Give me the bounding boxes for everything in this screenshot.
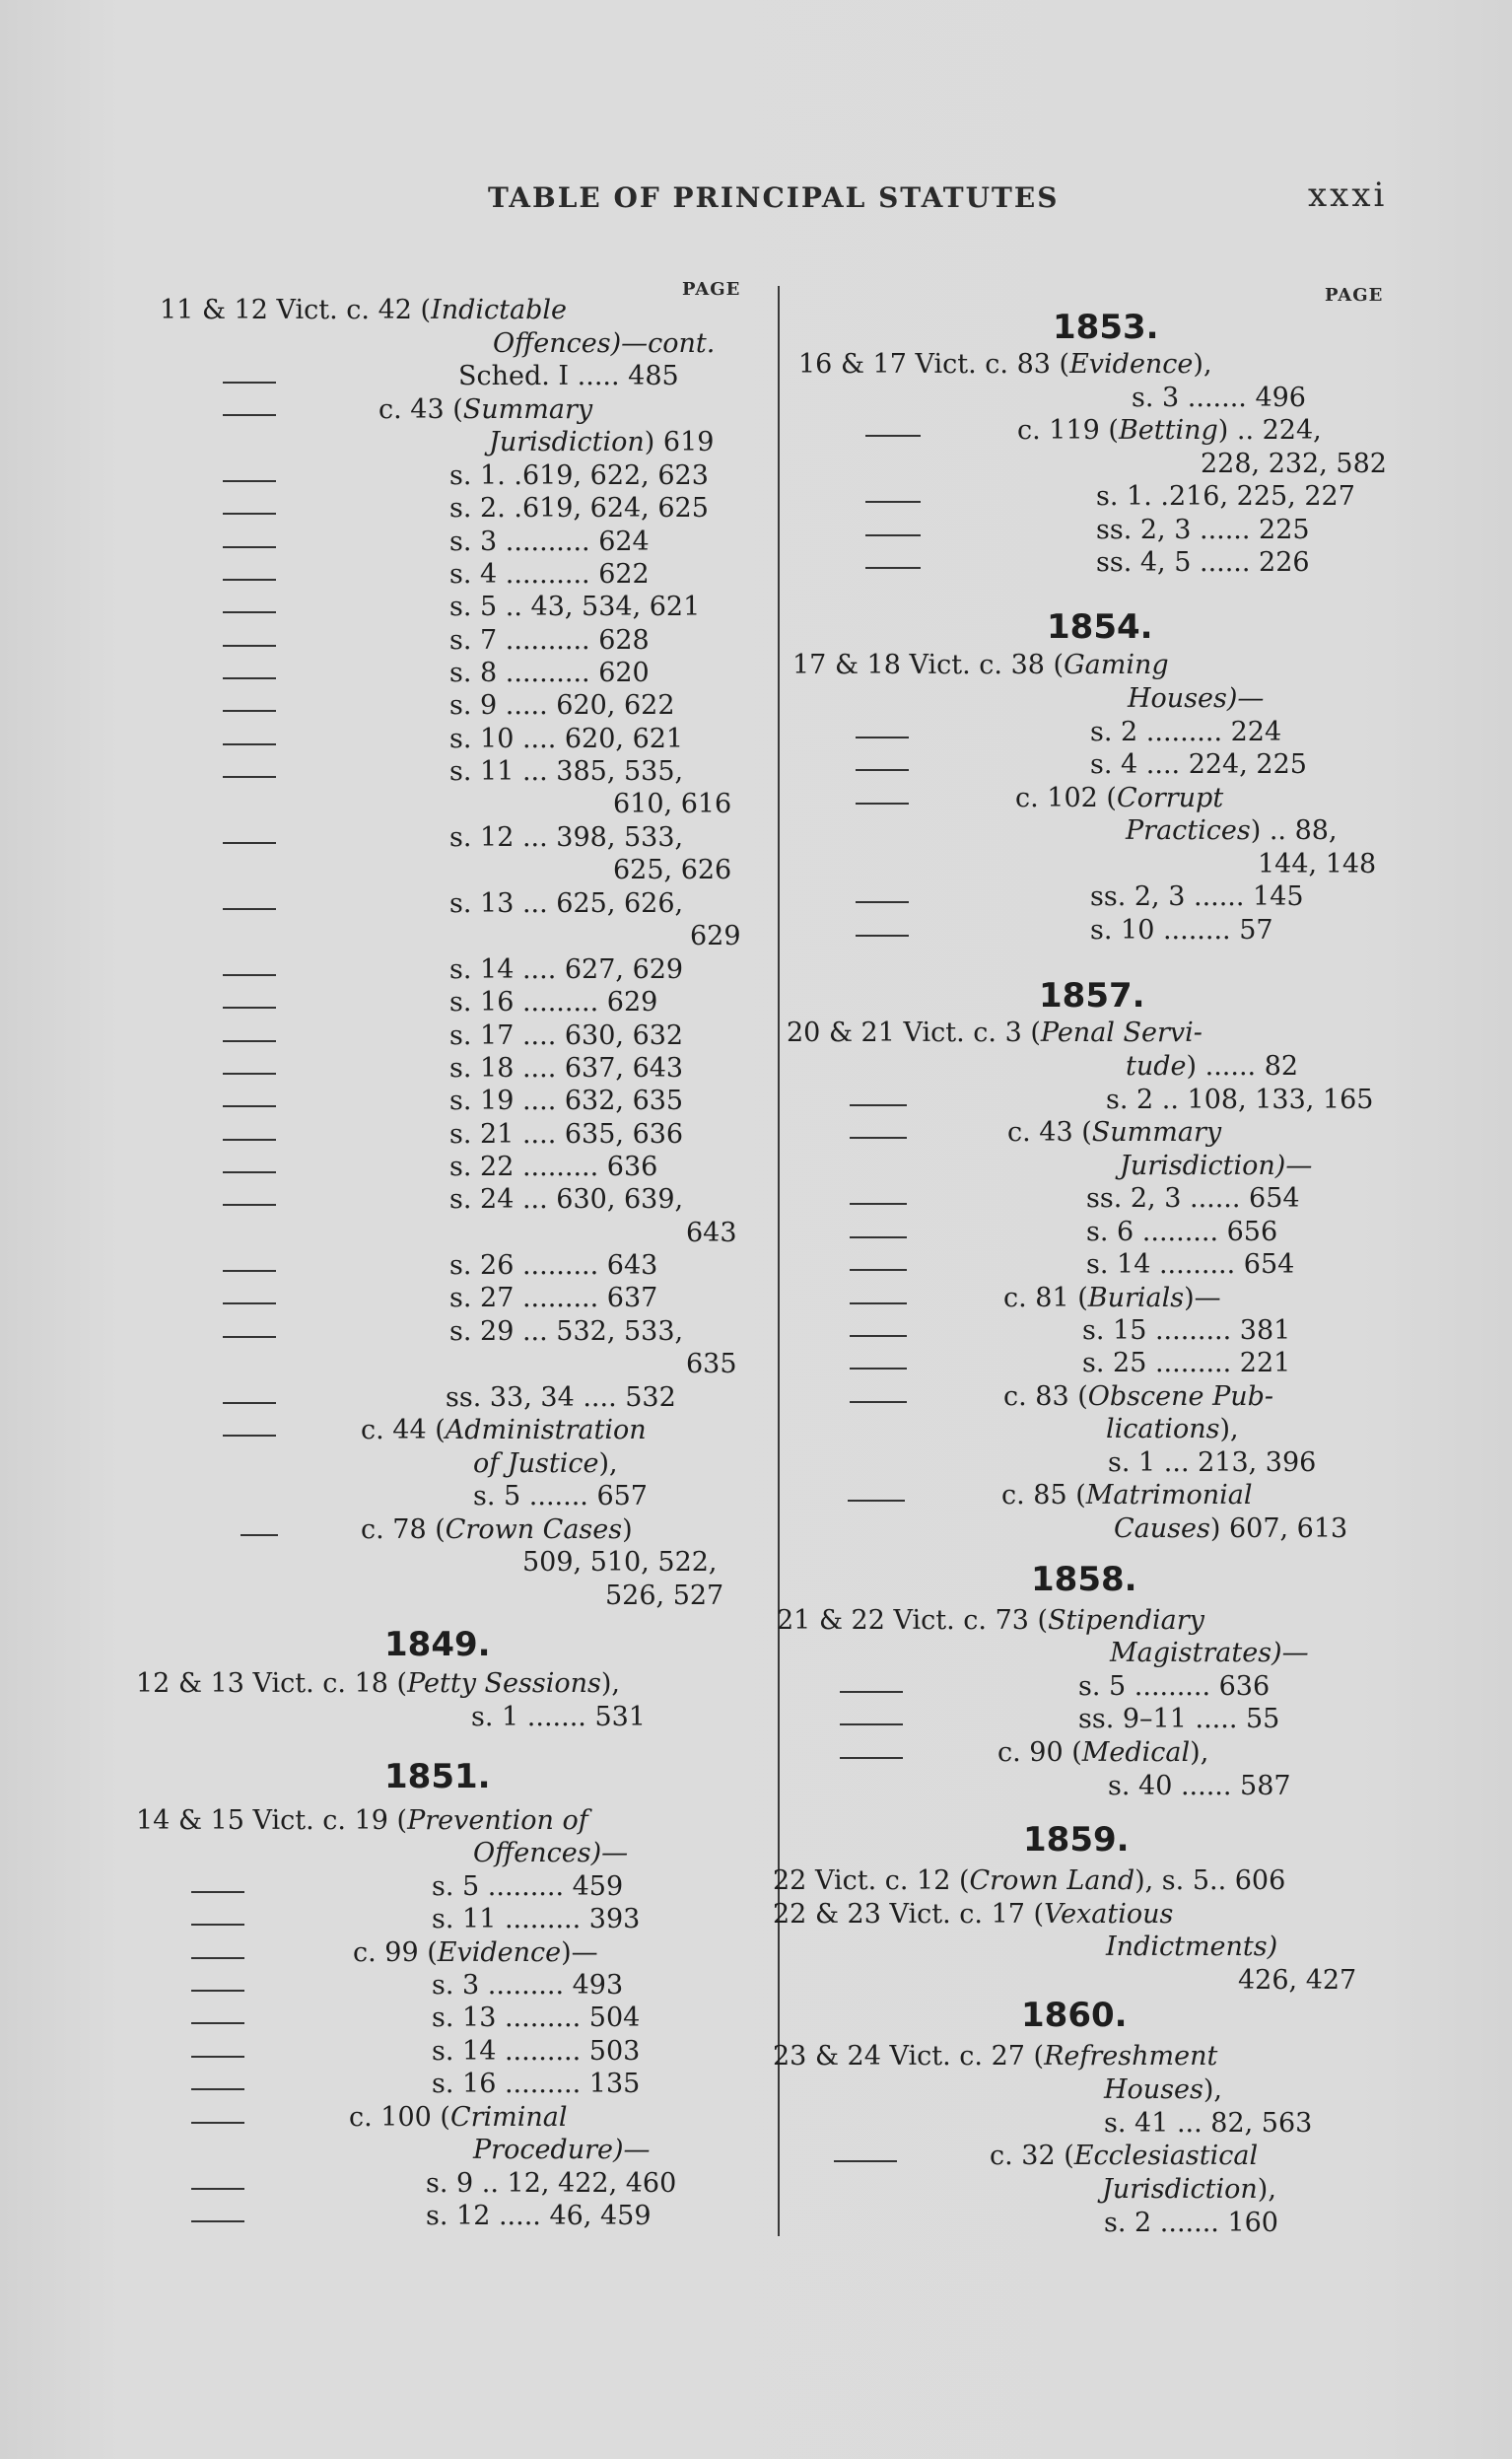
entry-line: c. 90 (Medical), — [997, 1737, 1209, 1768]
entry-line: s. 6 ......... 656 — [1086, 1217, 1278, 1247]
ditto-dash — [223, 1270, 276, 1272]
statute-entry: 23 & 24 Vict. c. 27 (Refreshment — [773, 2041, 1218, 2072]
statute-entry: 11 & 12 Vict. c. 42 (Indictable — [160, 295, 568, 325]
year-heading: 1859. — [1023, 1820, 1130, 1860]
ditto-dash — [191, 2220, 244, 2222]
entry-line: s. 14 .... 627, 629 — [449, 954, 684, 985]
ditto-dash — [865, 501, 921, 503]
ditto-dash — [223, 1007, 276, 1009]
ditto-dash — [223, 974, 276, 976]
entry-line: s. 5 ......... 636 — [1078, 1671, 1271, 1702]
entry-line: 643 — [686, 1218, 737, 1248]
entry-line: Practices) .. 88, — [1126, 815, 1338, 846]
ditto-dash — [840, 1757, 903, 1759]
entry-line: s. 18 .... 637, 643 — [449, 1053, 684, 1084]
ditto-dash — [223, 1302, 276, 1304]
ditto-dash — [834, 2160, 897, 2162]
entry-line: s. 2. .619, 624, 625 — [449, 493, 709, 524]
entry-line: Indictments) — [1106, 1932, 1278, 1962]
entry-line: s. 41 ... 82, 563 — [1104, 2108, 1313, 2139]
entry-line: s. 15 ......... 381 — [1082, 1315, 1291, 1346]
ditto-dash — [223, 414, 276, 416]
entry-line: Jurisdiction) 619 — [489, 427, 715, 457]
entry-line: 629 — [690, 921, 741, 951]
entry-line: of Justice), — [473, 1448, 618, 1479]
ditto-dash — [191, 1891, 244, 1893]
entry-line: s. 7 .......... 628 — [449, 625, 650, 656]
right-page-column-label: PAGE — [1325, 285, 1384, 306]
entry-line: s. 29 ... 532, 533, — [449, 1316, 684, 1347]
entry-line: c. 85 (Matrimonial — [1001, 1480, 1253, 1511]
entry-line: s. 10 .... 620, 621 — [449, 724, 684, 754]
entry-line: s. 2 ....... 160 — [1104, 2208, 1278, 2238]
entry-line: ss. 2, 3 ...... 225 — [1096, 515, 1310, 545]
entry-line: s. 3 .......... 624 — [449, 527, 650, 557]
entry-line: s. 4 .... 224, 225 — [1090, 749, 1307, 780]
ditto-dash — [191, 2088, 244, 2090]
entry-line: c. 99 (Evidence)— — [353, 1937, 598, 1968]
entry-line: s. 3 ....... 496 — [1132, 383, 1306, 413]
ditto-dash — [850, 1236, 907, 1238]
entry-line: c. 83 (Obscene Pub- — [1003, 1381, 1274, 1412]
ditto-dash — [223, 645, 276, 647]
entry-line: s. 10 ........ 57 — [1090, 915, 1273, 946]
entry-line: c. 43 (Summary — [1007, 1117, 1222, 1148]
year-heading: 1853. — [1053, 308, 1159, 347]
entry-line: s. 11 ......... 393 — [432, 1904, 641, 1934]
ditto-dash — [223, 1040, 276, 1042]
ditto-dash — [856, 737, 909, 738]
ditto-dash — [191, 2022, 244, 2024]
entry-line: s. 9 .. 12, 422, 460 — [426, 2168, 677, 2199]
entry-line: s. 40 ...... 587 — [1108, 1771, 1291, 1801]
ditto-dash — [191, 2122, 244, 2124]
ditto-dash — [865, 534, 921, 536]
entry-line: s. 1. .619, 622, 623 — [449, 460, 709, 491]
entry-line: c. 32 (Ecclesiastical — [990, 2141, 1259, 2171]
page-number: xxxi — [1308, 176, 1388, 215]
ditto-dash — [191, 2056, 244, 2058]
ditto-dash — [223, 908, 276, 910]
ditto-dash — [241, 1534, 278, 1536]
entry-line: Causes) 607, 613 — [1114, 1513, 1348, 1544]
ditto-dash — [223, 1139, 276, 1141]
entry-line: s. 25 ......... 221 — [1082, 1348, 1291, 1378]
ditto-dash — [840, 1723, 903, 1725]
entry-line: s. 12 ..... 46, 459 — [426, 2201, 652, 2231]
statute-entry: 22 & 23 Vict. c. 17 (Vexatious — [773, 1899, 1174, 1930]
entry-line: s. 16 ......... 629 — [449, 987, 658, 1018]
ditto-dash — [850, 1302, 907, 1304]
entry-line: s. 8 .......... 620 — [449, 658, 650, 688]
entry-line: s. 13 ......... 504 — [432, 2002, 641, 2033]
entry-line: s. 19 .... 632, 635 — [449, 1086, 684, 1116]
entry-line: s. 4 .......... 622 — [449, 559, 650, 590]
ditto-dash — [223, 1105, 276, 1107]
running-head-title: TABLE OF PRINCIPAL STATUTES — [488, 181, 1060, 214]
entry-line: s. 16 ......... 135 — [432, 2069, 641, 2099]
entry-line: 635 — [686, 1349, 737, 1379]
ditto-dash — [223, 513, 276, 515]
ditto-dash — [856, 769, 909, 771]
entry-line: s. 9 ..... 620, 622 — [449, 690, 675, 721]
entry-line: Offences)— — [473, 1838, 629, 1868]
entry-line: 228, 232, 582 — [1201, 449, 1387, 479]
entry-line: s. 13 ... 625, 626, — [449, 888, 684, 919]
entry-line: c. 44 (Administration — [361, 1415, 647, 1445]
entry-line: s. 3 ......... 493 — [432, 1970, 624, 2001]
ditto-dash — [850, 1368, 907, 1370]
ditto-dash — [850, 1401, 907, 1403]
entry-line: c. 81 (Burials)— — [1003, 1283, 1221, 1313]
ditto-dash — [223, 1336, 276, 1338]
statute-entry: 20 & 21 Vict. c. 3 (Penal Servi- — [787, 1018, 1203, 1048]
entry-line: Houses), — [1104, 2074, 1223, 2105]
ditto-dash — [856, 803, 909, 805]
statute-entry: 17 & 18 Vict. c. 38 (Gaming — [792, 650, 1169, 680]
entry-line: s. 14 ......... 654 — [1086, 1249, 1295, 1280]
statute-entry: 14 & 15 Vict. c. 19 (Prevention of — [136, 1805, 588, 1836]
entry-line: s. 21 .... 635, 636 — [449, 1119, 684, 1150]
entry-line: Magistrates)— — [1110, 1638, 1309, 1668]
ditto-dash — [223, 710, 276, 712]
ditto-dash — [840, 1691, 903, 1693]
ditto-dash — [850, 1203, 907, 1205]
year-heading: 1851. — [384, 1757, 491, 1796]
entry-line: 426, 427 — [1238, 1965, 1357, 1996]
entry-line: s. 27 ......... 637 — [449, 1283, 658, 1313]
ditto-dash — [223, 677, 276, 679]
entry-line: s. 1 ....... 531 — [471, 1702, 646, 1732]
ditto-dash — [223, 743, 276, 745]
entry-line: c. 100 (Criminal — [349, 2102, 568, 2133]
ditto-dash — [223, 382, 276, 384]
year-heading: 1860. — [1021, 1996, 1128, 2035]
entry-line: c. 102 (Corrupt — [1015, 783, 1224, 813]
entry-line: s. 11 ... 385, 535, — [449, 756, 684, 787]
entry-line: 625, 626 — [613, 855, 732, 885]
statute-entry: 16 & 17 Vict. c. 83 (Evidence), — [798, 349, 1212, 380]
ditto-dash — [223, 1171, 276, 1173]
entry-line: s. 26 ......... 643 — [449, 1250, 658, 1281]
column-divider — [778, 286, 780, 2236]
entry-line: Offences)—cont. — [493, 328, 716, 359]
ditto-dash — [856, 935, 909, 937]
entry-line: s. 17 .... 630, 632 — [449, 1020, 684, 1051]
ditto-dash — [191, 1957, 244, 1959]
year-heading: 1849. — [384, 1625, 491, 1664]
ditto-dash — [191, 2188, 244, 2190]
left-page-column-label: PAGE — [682, 279, 741, 300]
entry-line: tude) ...... 82 — [1126, 1051, 1299, 1082]
entry-line: s. 24 ... 630, 639, — [449, 1184, 684, 1215]
entry-line: s. 22 ......... 636 — [449, 1152, 658, 1182]
statute-entry: 22 Vict. c. 12 (Crown Land), s. 5.. 606 — [773, 1865, 1286, 1896]
entry-line: s. 1. .216, 225, 227 — [1096, 481, 1355, 512]
ditto-dash — [223, 1204, 276, 1206]
entry-line: ss. 33, 34 .... 532 — [446, 1382, 676, 1413]
ditto-dash — [223, 480, 276, 482]
entry-line: ss. 4, 5 ...... 226 — [1096, 547, 1310, 578]
entry-line: s. 14 ......... 503 — [432, 2036, 641, 2067]
entry-line: Procedure)— — [473, 2135, 651, 2165]
ditto-dash — [850, 1269, 907, 1271]
ditto-dash — [865, 435, 921, 437]
entry-line: ss. 9–11 ..... 55 — [1078, 1704, 1280, 1734]
entry-line: Jurisdiction), — [1102, 2174, 1276, 2205]
ditto-dash — [848, 1500, 905, 1502]
entry-line: lications), — [1106, 1414, 1239, 1444]
entry-line: s. 2 .. 108, 133, 165 — [1106, 1085, 1374, 1115]
ditto-dash — [223, 1402, 276, 1404]
ditto-dash — [223, 776, 276, 778]
entry-line: s. 5 .. 43, 534, 621 — [449, 592, 701, 622]
year-heading: 1858. — [1031, 1560, 1137, 1599]
entry-line: 610, 616 — [613, 789, 732, 819]
entry-line: s. 12 ... 398, 533, — [449, 822, 684, 853]
entry-line: s. 5 ....... 657 — [473, 1481, 648, 1511]
ditto-dash — [223, 579, 276, 581]
statute-entry: 21 & 22 Vict. c. 73 (Stipendiary — [777, 1605, 1204, 1636]
entry-line: Houses)— — [1128, 683, 1265, 714]
ditto-dash — [223, 546, 276, 548]
ditto-dash — [850, 1335, 907, 1337]
entry-line: 509, 510, 522, — [522, 1547, 718, 1578]
ditto-dash — [856, 901, 909, 903]
entry-line: Jurisdiction)— — [1120, 1151, 1313, 1181]
entry-line: c. 78 (Crown Cases) — [361, 1514, 633, 1545]
ditto-dash — [223, 1435, 276, 1437]
entry-line: ss. 2, 3 ...... 145 — [1090, 881, 1304, 912]
entry-line: s. 1 ... 213, 396 — [1108, 1447, 1317, 1478]
entry-line: 526, 527 — [605, 1581, 724, 1611]
ditto-dash — [223, 1073, 276, 1075]
entry-line: s. 5 ......... 459 — [432, 1871, 624, 1902]
ditto-dash — [223, 842, 276, 844]
year-heading: 1857. — [1039, 976, 1145, 1016]
year-heading: 1854. — [1047, 607, 1153, 647]
ditto-dash — [191, 1990, 244, 1992]
entry-line: s. 2 ......... 224 — [1090, 717, 1282, 747]
entry-line: c. 119 (Betting) .. 224, — [1017, 415, 1322, 446]
entry-line: ss. 2, 3 ...... 654 — [1086, 1183, 1300, 1214]
ditto-dash — [191, 1924, 244, 1926]
entry-line: Sched. I ..... 485 — [458, 361, 679, 391]
ditto-dash — [850, 1137, 907, 1139]
entry-line: c. 43 (Summary — [378, 394, 593, 425]
ditto-dash — [223, 611, 276, 613]
entry-line: 144, 148 — [1258, 849, 1377, 879]
statute-entry: 12 & 13 Vict. c. 18 (Petty Sessions), — [136, 1668, 620, 1699]
ditto-dash — [865, 567, 921, 569]
ditto-dash — [850, 1104, 907, 1106]
